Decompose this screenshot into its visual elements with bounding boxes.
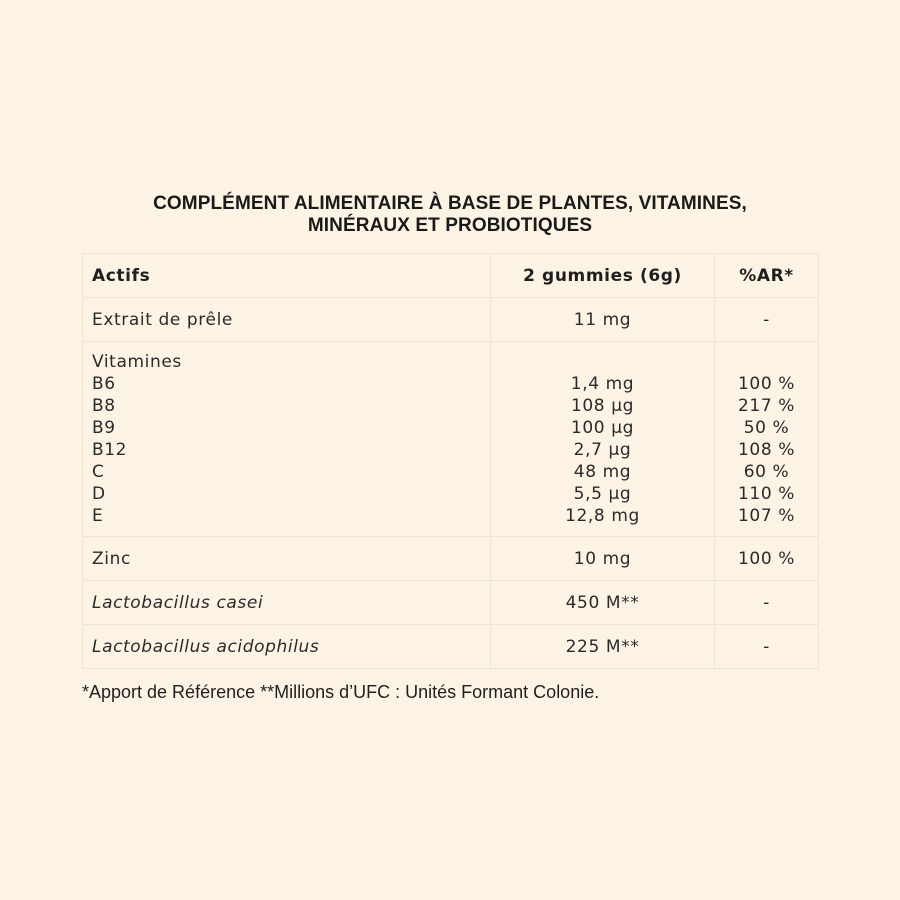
row-amount: 10 mg (491, 537, 715, 581)
vitamin-name: B9 (92, 418, 116, 438)
row-ar: - (715, 625, 819, 669)
vitamin-name: C (92, 462, 105, 482)
vitamin-amount: 1,4 mg (570, 374, 635, 394)
vitamines-ar (715, 342, 819, 537)
nutrition-table (82, 253, 819, 669)
table-row (83, 537, 819, 581)
vitamin-name: E (92, 506, 104, 526)
vitamin-amount: 108 µg (570, 396, 635, 416)
table-row (83, 298, 819, 342)
vitamines-amounts (491, 342, 715, 537)
vitamin-ar: 217 % (737, 396, 795, 416)
vitamin-ar: 108 % (737, 440, 795, 460)
vitamin-amount: 2,7 µg (573, 440, 632, 460)
vitamin-ar: 110 % (737, 484, 795, 504)
vitamin-name: B6 (92, 374, 116, 394)
vitamin-amount: 5,5 µg (573, 484, 632, 504)
row-ar: 100 % (715, 537, 819, 581)
row-name: Extrait de prêle (83, 298, 491, 342)
row-amount: 450 M** (491, 581, 715, 625)
row-amount: 11 mg (491, 298, 715, 342)
vitamin-amount: 100 µg (570, 418, 635, 438)
title-line-2: MINÉRAUX ET PROBIOTIQUES (307, 215, 593, 236)
row-amount: 225 M** (491, 625, 715, 669)
vitamines-names (83, 342, 491, 537)
table-row (83, 581, 819, 625)
header-actifs: Actifs (83, 254, 491, 298)
row-name: Lactobacillus acidophilus (83, 625, 491, 669)
vitamin-ar: 60 % (743, 462, 790, 482)
spacer (715, 351, 818, 373)
header-amount: 2 gummies (6g) (491, 254, 715, 298)
spacer (491, 351, 714, 373)
row-ar: - (715, 298, 819, 342)
table-row (83, 625, 819, 669)
vitamin-name: B12 (92, 440, 128, 460)
footnote: *Apport de Référence **Millions d’UFC : Unités Formant Colonie. (82, 682, 600, 702)
vitamin-ar: 100 % (737, 374, 795, 394)
vitamin-name: B8 (92, 396, 116, 416)
vitamin-ar: 107 % (737, 506, 795, 526)
vitamines-heading: Vitamines (92, 352, 182, 372)
row-ar: - (715, 581, 819, 625)
row-name: Lactobacillus casei (83, 581, 491, 625)
vitamin-name: D (92, 484, 106, 504)
title-line-1: COMPLÉMENT ALIMENTAIRE À BASE DE PLANTES, VITAMINES, (153, 193, 747, 214)
vitamin-ar: 50 % (743, 418, 790, 438)
header-ar: %AR* (715, 254, 819, 298)
page-title (0, 193, 900, 237)
vitamin-amount: 12,8 mg (565, 506, 640, 526)
vitamin-amount: 48 mg (573, 462, 632, 482)
row-name: Zinc (83, 537, 491, 581)
table-row-vitamines (83, 342, 819, 537)
table-header-row (83, 254, 819, 298)
